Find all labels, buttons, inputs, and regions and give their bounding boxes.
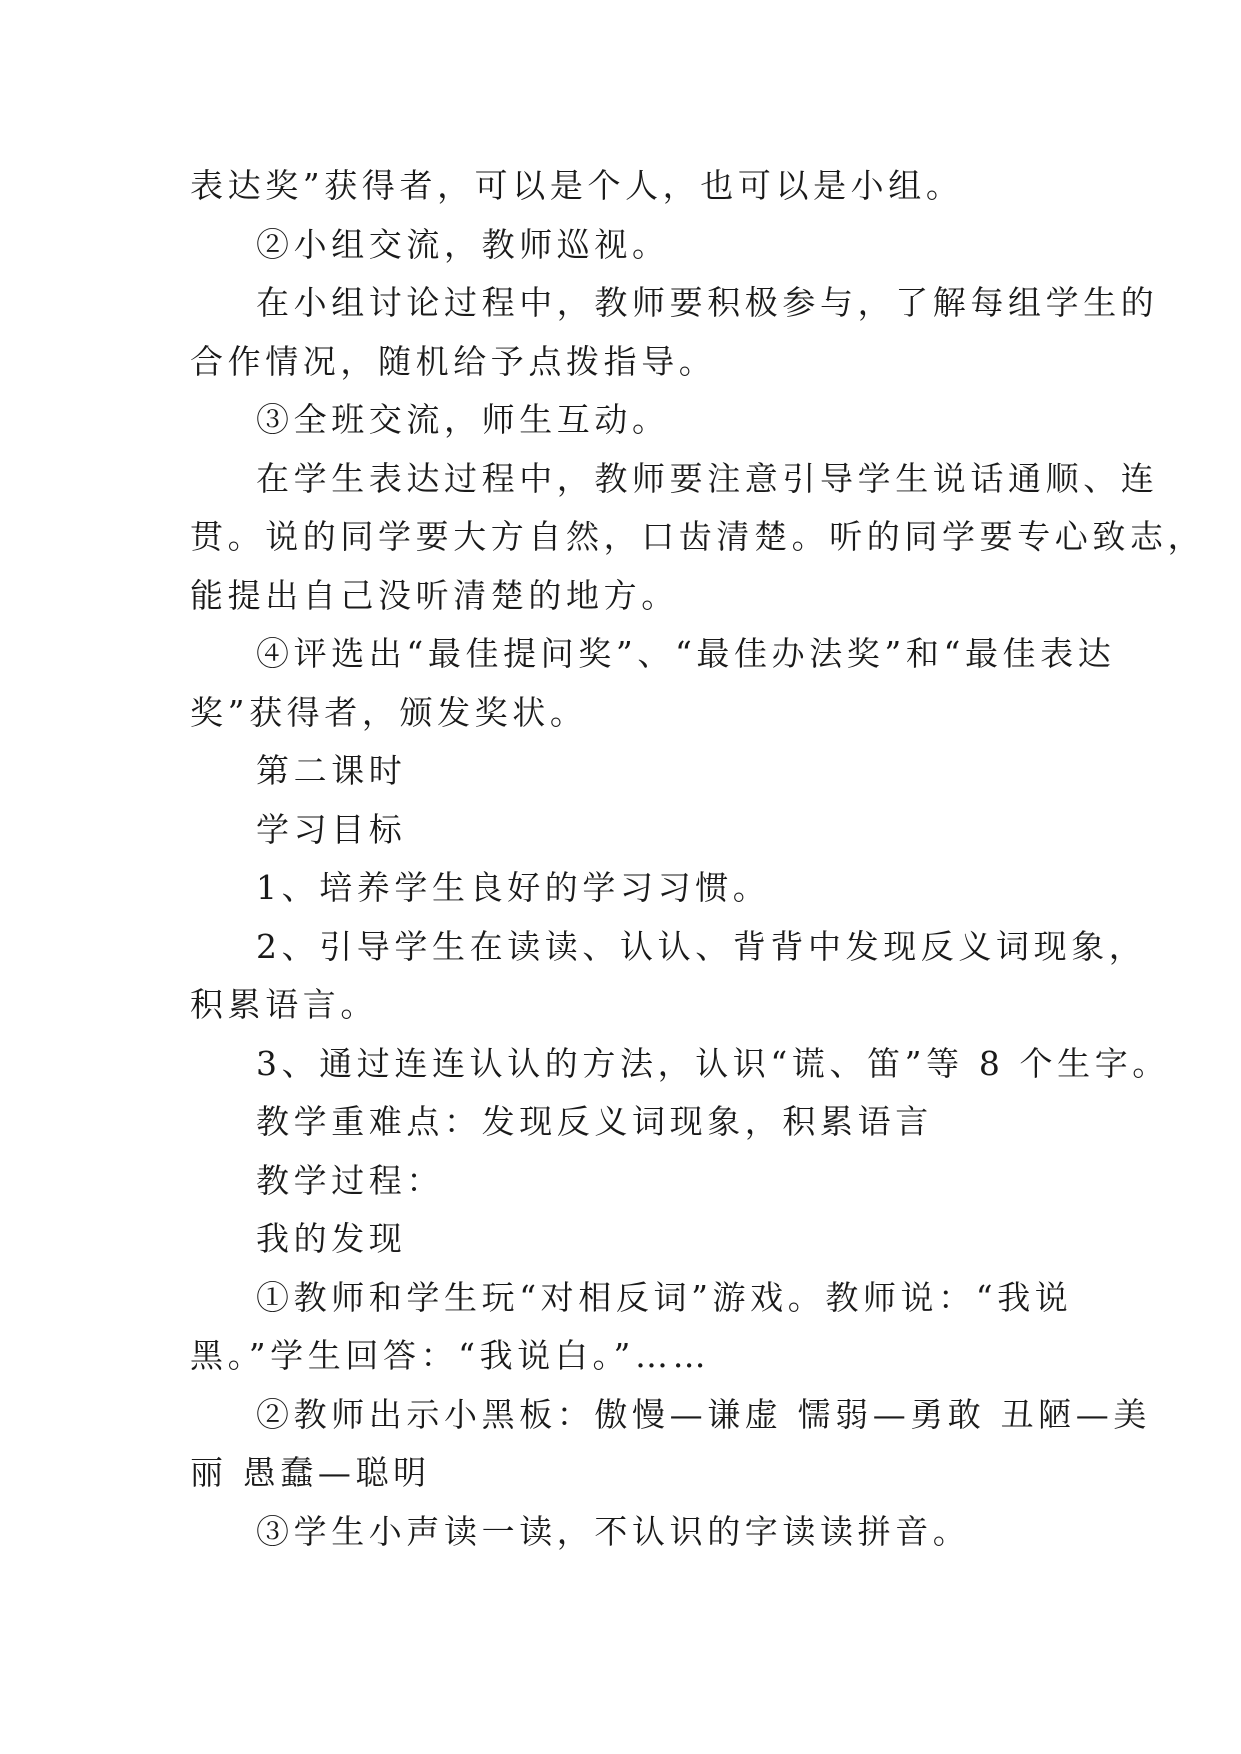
text-line: ④评选出“最佳提问奖”、“最佳办法奖”和“最佳表达 — [256, 634, 1116, 673]
text-line: ③全班交流，师生互动。 — [256, 400, 670, 439]
subsection-heading: 学习目标 — [256, 809, 407, 849]
subsection-heading: 我的发现 — [256, 1219, 407, 1258]
text-line: 在小组讨论过程中，教师要积极参与，了解每组学生的 — [256, 283, 1159, 322]
text-line: 1、培养学生良好的学习习惯。 — [256, 868, 771, 907]
text-line: 合作情况，随机给予点拨指导。 — [190, 341, 717, 381]
text-line: 积累语言。 — [190, 985, 378, 1024]
text-line: ②小组交流，教师巡视。 — [256, 224, 670, 264]
text-line: 在学生表达过程中，教师要注意引导学生说话通顺、连 — [256, 458, 1159, 498]
text-line: 能提出自己没听清楚的地方。 — [190, 575, 679, 615]
section-heading: 第二课时 — [256, 751, 407, 790]
text-line: ③学生小声读一读，不认识的字读读拼音。 — [256, 1511, 971, 1551]
text-line: 丽 愚蠢—聪明 — [190, 1453, 431, 1492]
text-line: 表达奖”获得者，可以是个人，也可以是小组。 — [190, 166, 964, 205]
text-line: ①教师和学生玩“对相反词”游戏。教师说：“我说 — [256, 1277, 1073, 1317]
text-line: 2、引导学生在读读、认认、背背中发现反义词现象， — [256, 926, 1147, 966]
text-line: 奖”获得者，颁发奖状。 — [190, 692, 588, 732]
subsection-heading: 教学过程： — [256, 1160, 444, 1200]
text-line: ②教师出示小黑板：傲慢—谦虚 懦弱—勇敢 丑陋—美 — [256, 1394, 1151, 1434]
text-line: 贯。说的同学要大方自然，口齿清楚。听的同学要专心致志， — [190, 517, 1206, 556]
text-line: 3、通过连连认认的方法，认识“谎、笛”等 8 个生字。 — [256, 1043, 1170, 1083]
text-line: 黑。”学生回答：“我说白。”…… — [190, 1336, 711, 1375]
document-body — [190, 157, 1206, 1561]
text-line: 教学重难点：发现反义词现象，积累语言 — [256, 1102, 933, 1141]
